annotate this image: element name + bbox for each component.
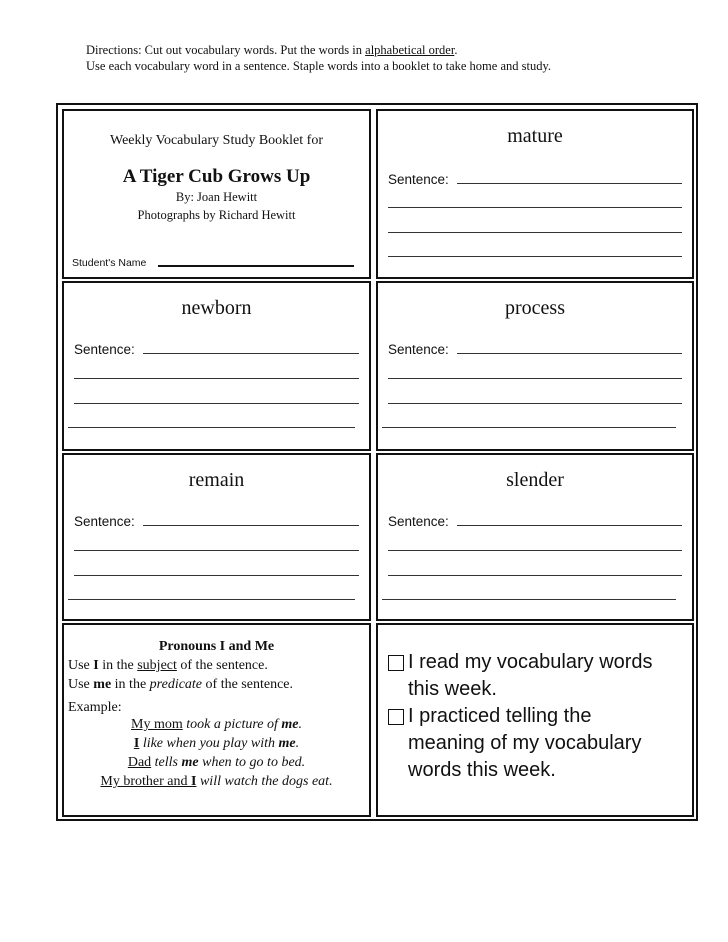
- alphabetical-order-link: alphabetical order: [365, 43, 455, 57]
- book-title: A Tiger Cub Grows Up: [122, 166, 311, 187]
- writing-line[interactable]: [68, 599, 355, 600]
- vocab-word: process: [505, 297, 565, 319]
- word-card-remain: [62, 453, 371, 621]
- vocabulary-grid: [56, 103, 698, 821]
- sentence-row[interactable]: [74, 339, 359, 357]
- sentence-label: Sentence:: [388, 342, 449, 357]
- student-name-field[interactable]: [72, 257, 354, 269]
- writing-line[interactable]: [74, 403, 359, 404]
- checklist-item-practiced[interactable]: I practiced telling the meaning of my vocabulary words this week.: [386, 703, 686, 784]
- checklist-item-read[interactable]: I read my vocabulary words this week.: [386, 649, 686, 703]
- example-2: I like when you play with me.: [133, 736, 300, 751]
- booklet-heading: Weekly Vocabulary Study Booklet for: [110, 133, 323, 148]
- pronouns-heading: Pronouns I and Me: [158, 639, 275, 654]
- directions-line-1: Directions: Cut out vocabulary words. Put the words in alphabetical order.: [86, 43, 458, 57]
- writing-line[interactable]: [388, 232, 682, 233]
- word-card-mature: [376, 109, 694, 279]
- vocab-word: mature: [507, 125, 563, 147]
- checkbox-icon[interactable]: [388, 709, 404, 725]
- rule-subject: Use I in the subject of the sentence.: [68, 658, 268, 673]
- writing-line[interactable]: [388, 575, 682, 576]
- word-card-process: [376, 281, 694, 451]
- vocab-word: slender: [506, 469, 564, 491]
- directions-line-2: Use each vocabulary word in a sentence. Staple words into a booklet to take home and study.: [86, 59, 552, 73]
- writing-line[interactable]: [74, 575, 359, 576]
- checklist-card: [376, 623, 694, 817]
- example-3: Dad tells me when to go to bed.: [127, 755, 306, 770]
- writing-line[interactable]: [388, 256, 682, 257]
- pronouns-card: [62, 623, 371, 817]
- writing-line[interactable]: [388, 403, 682, 404]
- sentence-label: Sentence:: [74, 342, 135, 357]
- sentence-label: Sentence:: [74, 514, 135, 529]
- writing-line[interactable]: [388, 550, 682, 551]
- sentence-label: Sentence:: [388, 172, 449, 187]
- writing-line[interactable]: [388, 378, 682, 379]
- directions: [86, 42, 551, 74]
- student-name-label: Student's Name: [72, 257, 147, 269]
- cover-card: [62, 109, 371, 279]
- sentence-row[interactable]: [388, 169, 682, 187]
- checklist: [386, 649, 686, 784]
- vocab-word: remain: [188, 469, 245, 491]
- book-photographer: Photographs by Richard Hewitt: [137, 208, 296, 222]
- writing-line[interactable]: [382, 427, 676, 428]
- writing-line[interactable]: [382, 599, 676, 600]
- book-author: By: Joan Hewitt: [175, 190, 258, 204]
- example-label: Example:: [68, 700, 122, 715]
- example-1: My mom took a picture of me.: [131, 717, 302, 732]
- example-4: My brother and I will watch the dogs eat.: [100, 774, 333, 789]
- word-card-newborn: [62, 281, 371, 451]
- word-card-slender: [376, 453, 694, 621]
- student-name-line: [158, 265, 354, 267]
- sentence-row[interactable]: [74, 511, 359, 529]
- sentence-row[interactable]: [388, 339, 682, 357]
- vocab-word: newborn: [181, 297, 252, 319]
- sentence-label: Sentence:: [388, 514, 449, 529]
- writing-line[interactable]: [74, 378, 359, 379]
- writing-line[interactable]: [74, 550, 359, 551]
- rule-predicate: Use me in the predicate of the sentence.: [68, 677, 293, 692]
- writing-line[interactable]: [388, 207, 682, 208]
- writing-line[interactable]: [68, 427, 355, 428]
- pronouns-content: [68, 637, 365, 791]
- sentence-row[interactable]: [388, 511, 682, 529]
- checkbox-icon[interactable]: [388, 655, 404, 671]
